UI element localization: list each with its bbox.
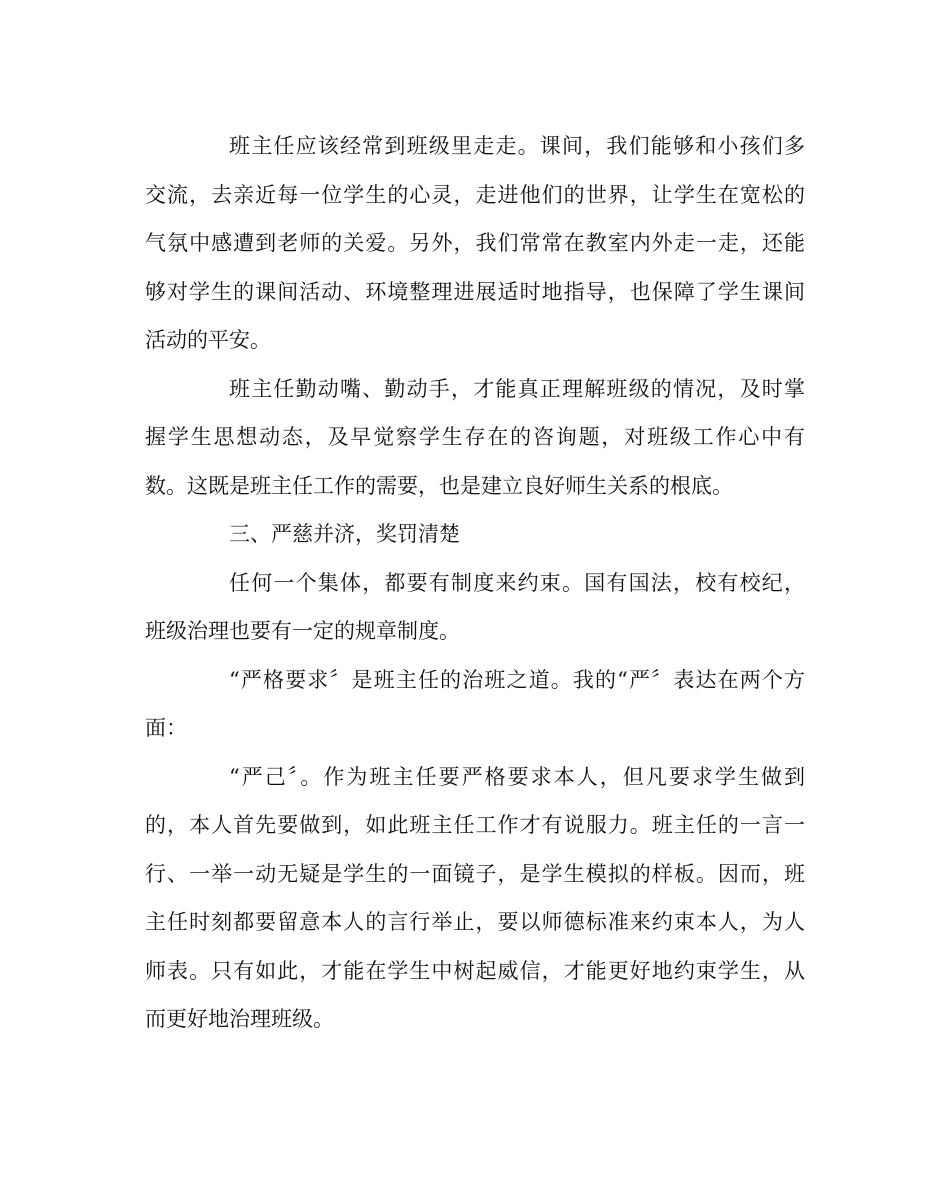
- text-line: 气氛中感遭到老师的关爱。另外，我们常常在教室内外走一走，还能: [145, 231, 805, 255]
- text-line: 交流，去亲近每一位学生的心灵，走进他们的世界，让学生在宽松的: [145, 182, 805, 207]
- text-line: 活动的平安。: [145, 328, 271, 352]
- text-line: 班级治理也要有一定的规章制度。: [145, 619, 460, 643]
- text-line: 师表。只有如此，才能在学生中树起威信，才能更好地约束学生，从: [145, 958, 805, 983]
- text-line: 面：: [145, 716, 187, 740]
- text-line: 握学生思想动态，及早觉察学生存在的咨询题，对班级工作心中有: [145, 425, 805, 449]
- text-line: 班主任应该经常到班级里走走。课间，我们能够和小孩们多: [229, 134, 805, 158]
- text-line: 而更好地治理班级。: [145, 1007, 334, 1031]
- text-line: 主任时刻都要留意本人的言行举止，要以师德标准来约束本人，为人: [145, 910, 805, 934]
- text-line: 任何一个集体，都要有制度来约束。国有国法，校有校纪，: [229, 570, 805, 595]
- text-line: 数。这既是班主任工作的需要，也是建立良好师生关系的根底。: [145, 473, 733, 498]
- text-line: “严格要求〞是班主任的治班之道。我的“严〞表达在两个方: [229, 667, 805, 692]
- text-line: 行、一举一动无疑是学生的一面镜子，是学生模拟的样板。因而，班: [145, 861, 805, 886]
- document-body: [145, 122, 805, 1044]
- text-line: 够对学生的课间活动、环境整理进展适时地指导，也保障了学生课间: [145, 279, 805, 304]
- text-line: 的，本人首先要做到，如此班主任工作才有说服力。班主任的一言一: [145, 813, 805, 837]
- section-heading: 三、严慈并济，奖罚清楚: [229, 522, 460, 546]
- text-line: “严己〞。作为班主任要严格要求本人，但凡要求学生做到: [229, 764, 805, 789]
- text-line: 班主任勤动嘴、勤动手，才能真正理解班级的情况，及时掌: [229, 376, 805, 401]
